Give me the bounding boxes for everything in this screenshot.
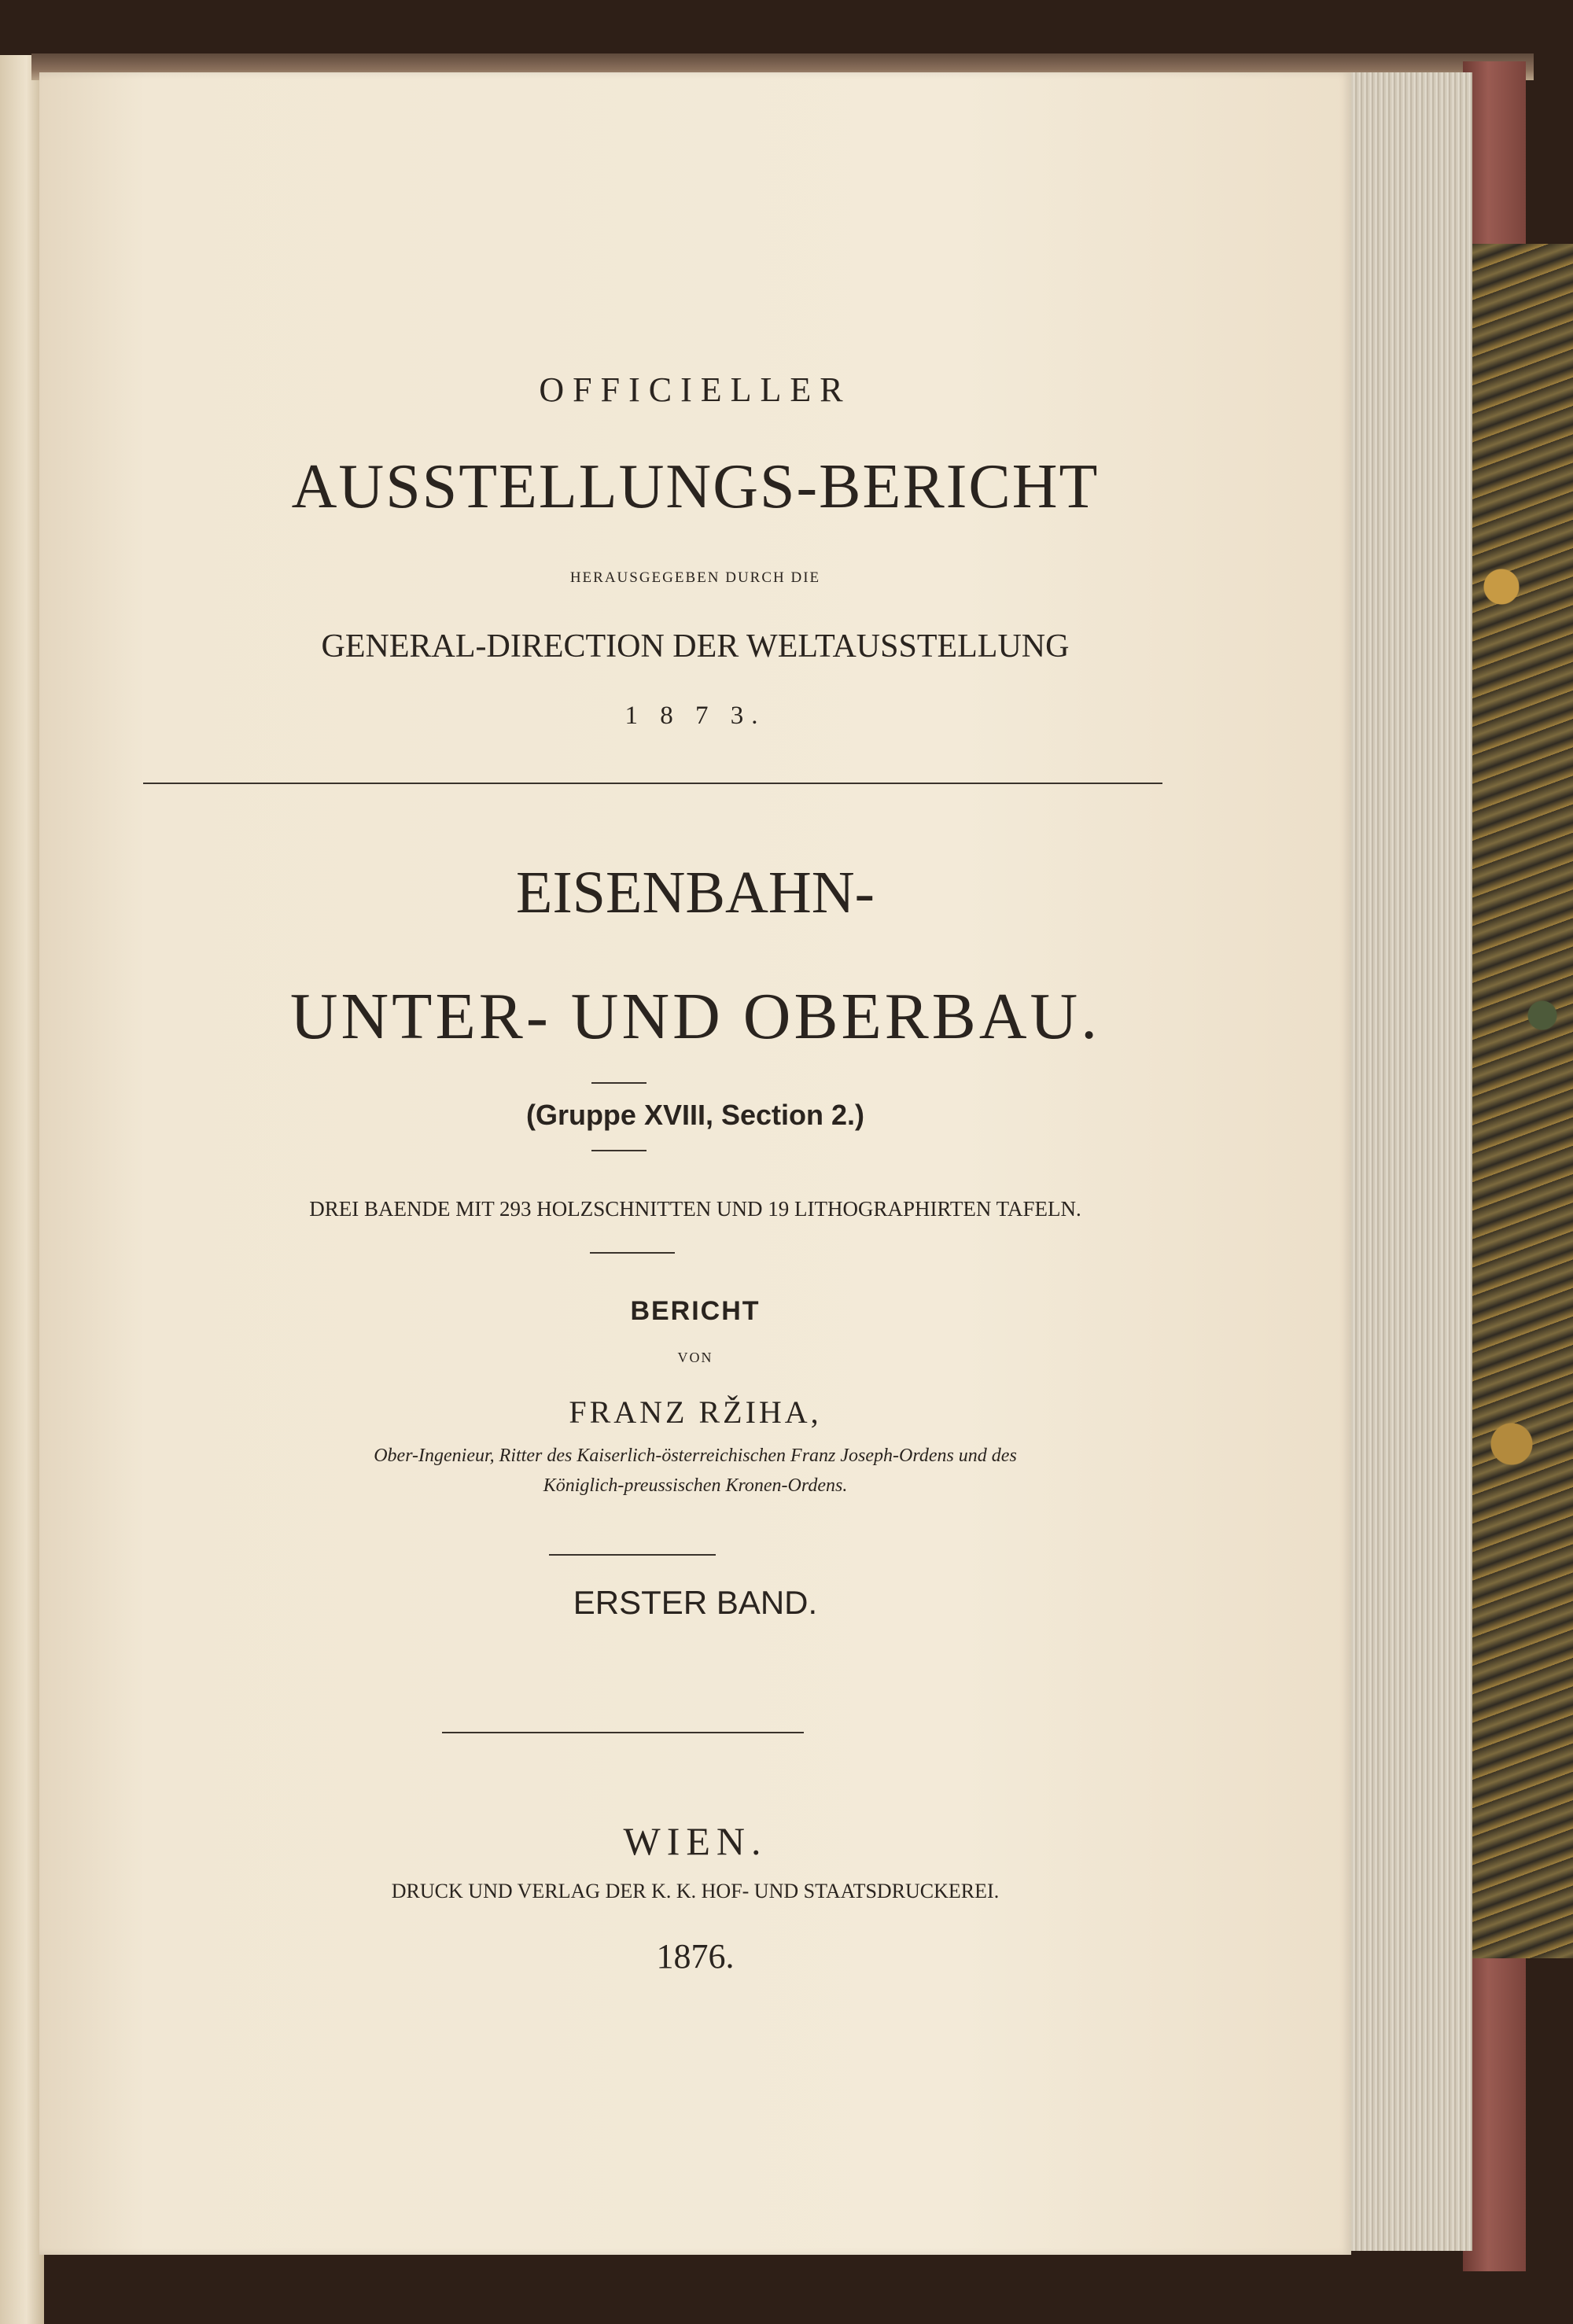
title-page — [39, 72, 1351, 2255]
divider-rule-6 — [442, 1732, 804, 1733]
author-title-line-2: Königlich-preussischen Kronen-Ordens. — [543, 1475, 848, 1496]
divider-rule-1 — [143, 783, 1162, 784]
book-cover-marbled-paper — [1471, 244, 1573, 1958]
heading-eisenbahn: EISENBAHN- — [516, 860, 875, 926]
gruppe-line: (Gruppe XVIII, Section 2.) — [525, 1099, 865, 1131]
heading-ausstellungs-bericht: AUSSTELLUNGS-BERICHT — [291, 452, 1100, 521]
druck-line: DRUCK UND VERLAG DER K. K. HOF- UND STAATSDRUCKEREI. — [391, 1880, 1000, 1902]
von-line: VON — [677, 1350, 713, 1365]
herausgegeben-line: HERAUSGEGEBEN DURCH DIE — [569, 569, 821, 586]
band-heading: ERSTER BAND. — [573, 1584, 818, 1621]
drei-baende-line: DREI BAENDE MIT 293 HOLZSCHNITTEN UND 19 LITHOGRAPHIRTEN TAFELN. — [309, 1197, 1081, 1221]
heading-unter-und-oberbau: UNTER- UND OBERBAU. — [289, 980, 1101, 1053]
general-direction-line: GENERAL-DIRECTION DER WELTAUSSTELLUNG — [321, 628, 1070, 665]
divider-rule-4 — [590, 1252, 675, 1254]
heading-officieller: OFFICIELLER — [539, 370, 852, 409]
author-title-line-1: Ober-Ingenieur, Ritter des Kaiserlich-österreichischen Franz Joseph-Ordens und des — [374, 1446, 1017, 1466]
divider-rule-3 — [591, 1150, 647, 1151]
year-1876: 1876. — [656, 1937, 735, 1976]
divider-rule-5 — [549, 1554, 716, 1556]
divider-rule-2 — [591, 1082, 647, 1084]
page-fore-edge — [1346, 72, 1472, 2251]
left-page-edge — [0, 55, 44, 2324]
city-wien: WIEN. — [623, 1819, 768, 1863]
bericht-heading: BERICHT — [630, 1296, 761, 1326]
author-name: FRANZ RŽIHA, — [569, 1394, 822, 1430]
year-1873: 1 8 7 3. — [624, 702, 766, 730]
